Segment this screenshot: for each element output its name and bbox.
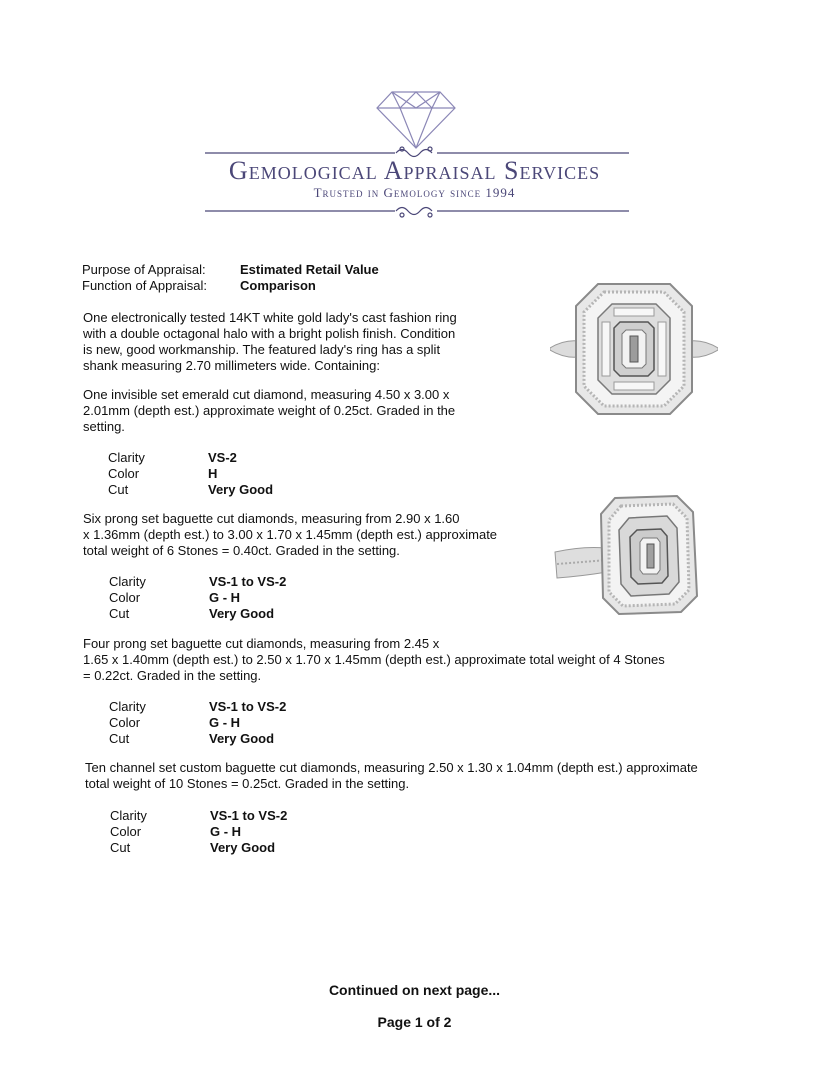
color-value: G - H — [209, 715, 241, 730]
stone-line: Six prong set baguette cut diamonds, measuring from 2.90 x 1.60 — [83, 511, 460, 526]
stone-description — [83, 511, 497, 559]
stone-line: Ten channel set custom baguette cut diamonds, measuring 2.50 x 1.30 x 1.04mm (depth est.) approximate — [85, 760, 698, 775]
clarity-value: VS-1 to VS-2 — [209, 574, 287, 589]
purpose-label: Purpose of Appraisal: — [82, 262, 206, 277]
clarity-label: Clarity — [109, 574, 146, 589]
stone-line: Four prong set baguette cut diamonds, measuring from 2.45 x — [83, 636, 440, 651]
description-line: with a double octagonal halo with a bright polish finish. Condition — [83, 326, 456, 341]
description-line: is new, good workmanship. The featured lady's ring has a split — [83, 342, 441, 357]
color-label: Color — [109, 715, 141, 730]
stone-line: = 0.22ct. Graded in the setting. — [83, 668, 262, 683]
stone-line: 1.65 x 1.40mm (depth est.) to 2.50 x 1.70 x 1.45mm (depth est.) approximate total weight of 4 Stones — [83, 652, 665, 667]
continued-note: Continued on next page... — [328, 982, 501, 998]
company-name: Gemological Appraisal Services — [228, 156, 601, 185]
ring-photo-top — [550, 278, 718, 420]
grading-table — [108, 450, 408, 498]
color-value: H — [208, 466, 218, 481]
grading-table — [110, 808, 410, 856]
color-label: Color — [110, 824, 142, 839]
ring-description — [83, 310, 457, 374]
cut-label: Cut — [108, 482, 129, 497]
cut-value: Very Good — [209, 606, 275, 621]
cut-value: Very Good — [208, 482, 274, 497]
stone-line: 2.01mm (depth est.) approximate weight of 0.25ct. Graded in the — [83, 403, 456, 418]
grading-table — [109, 699, 409, 747]
stone-line: x 1.36mm (depth est.) to 3.00 x 1.70 x 1.45mm (depth est.) approximate — [83, 527, 498, 542]
color-label: Color — [108, 466, 140, 481]
clarity-label: Clarity — [110, 808, 147, 823]
description-line: One electronically tested 14KT white gold lady's cast fashion ring — [83, 310, 457, 325]
function-value: Comparison — [240, 278, 316, 293]
stone-description — [83, 636, 665, 684]
logo — [0, 0, 829, 240]
cut-value: Very Good — [210, 840, 276, 855]
cut-label: Cut — [109, 606, 130, 621]
stone-description — [85, 760, 698, 792]
clarity-label: Clarity — [108, 450, 145, 465]
stone-line: total weight of 6 Stones = 0.40ct. Graded in the setting. — [83, 543, 400, 558]
diamond-icon — [377, 92, 455, 148]
cut-value: Very Good — [209, 731, 275, 746]
stone-line: total weight of 10 Stones = 0.25ct. Graded in the setting. — [85, 776, 410, 791]
color-label: Color — [109, 590, 141, 605]
color-value: G - H — [210, 824, 242, 839]
divider-bottom — [205, 208, 629, 218]
stone-description — [83, 387, 455, 435]
cut-label: Cut — [109, 731, 130, 746]
clarity-value: VS-1 to VS-2 — [210, 808, 288, 823]
page-number: Page 1 of 2 — [377, 1014, 452, 1030]
company-tagline: Trusted in Gemology since 1994 — [313, 185, 516, 200]
stone-line: One invisible set emerald cut diamond, measuring 4.50 x 3.00 x — [83, 387, 450, 402]
clarity-label: Clarity — [109, 699, 146, 714]
clarity-value: VS-2 — [208, 450, 237, 465]
ring-photo-angle — [553, 492, 721, 616]
grading-table — [109, 574, 409, 622]
function-label: Function of Appraisal: — [82, 278, 208, 293]
color-value: G - H — [209, 590, 241, 605]
purpose-value: Estimated Retail Value — [240, 262, 379, 277]
cut-label: Cut — [110, 840, 131, 855]
description-line: shank measuring 2.70 millimeters wide. Containing: — [83, 358, 380, 373]
stone-line: setting. — [83, 419, 125, 434]
clarity-value: VS-1 to VS-2 — [209, 699, 287, 714]
